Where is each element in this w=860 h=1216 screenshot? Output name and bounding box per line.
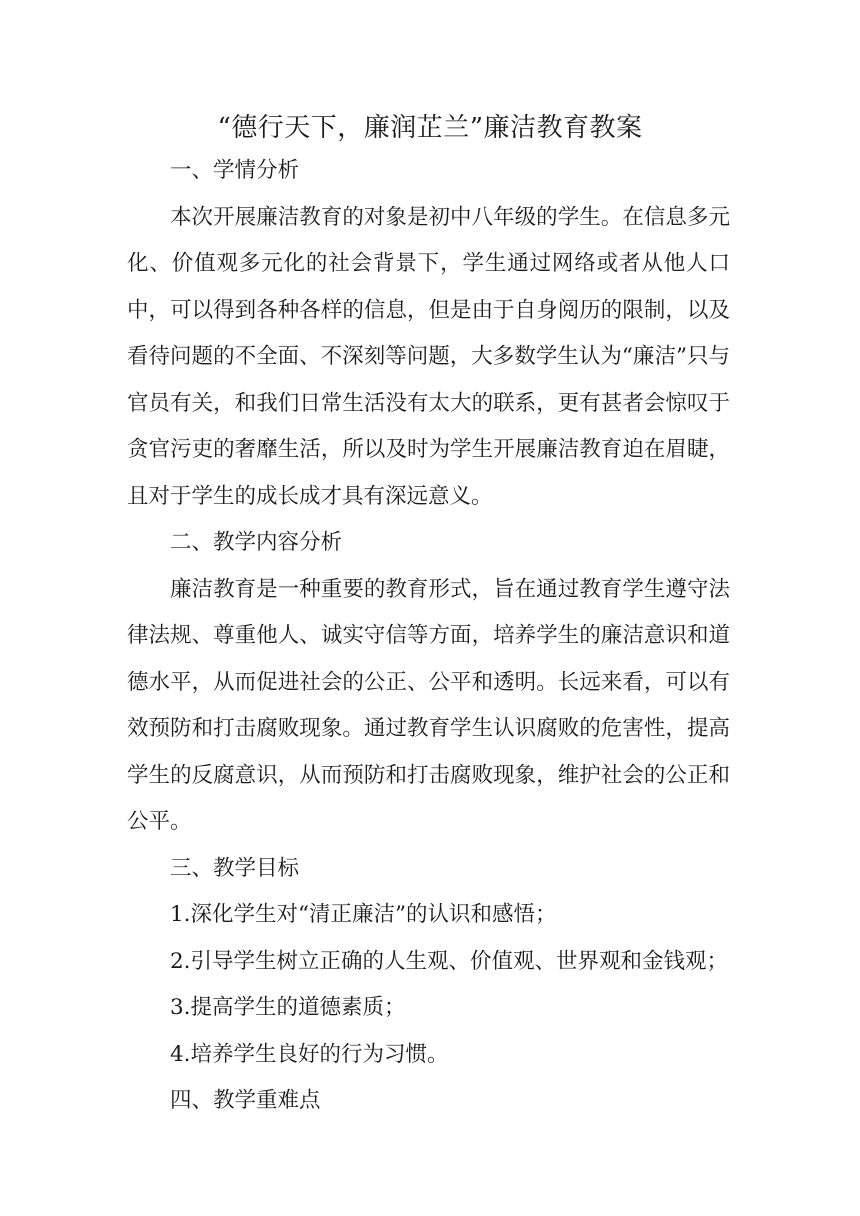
document-body [127,148,730,1125]
objective-item-3: 3.提高学生的道德素质； [170,995,406,1020]
objective-item-2: 2.引导学生树立正确的人生观、价值观、世界观和金钱观； [170,948,729,974]
objective-item-4: 4.培养学生良好的行为习惯。 [170,1041,449,1067]
section-heading-2: 二、教学内容分析 [170,530,343,555]
objective-item-1: 1.深化学生对“清正廉洁”的认识和感悟； [170,902,557,927]
section-paragraph-2: 廉洁教育是一种重要的教育形式，旨在通过教育学生遵守法律法规、尊重他人、诚实守信等方面，培养学生的廉洁意识和道德水平，从而促进社会的公正、公平和透明。长远来看，可以有效预防和打击腐败现象。通过教育学生认识腐败的危害性，提高学生的反腐意识，从而预防和打击腐败现象，维护社会的公正和公平。 [127,576,730,834]
section-heading-1: 一、学情分析 [170,158,300,183]
section-heading-4: 四、教学重难点 [170,1088,321,1113]
document-title: “德行天下，廉润芷兰”廉洁教育教案 [217,113,643,143]
section-paragraph-1: 本次开展廉洁教育的对象是初中八年级的学生。在信息多元化、价值观多元化的社会背景下，学生通过网络或者从他人口中，可以得到各种各样的信息，但是由于自身阅历的限制，以及看待问题的不全面、不深刻等问题，大多数学生认为“廉洁”只与官员有关，和我们日常生活没有太大的联系，更有甚者会惊叹于贪官污吏的奢靡生活，所以及时为学生开展廉洁教育迫在眉睫，且对于学生的成长成才具有深远意义。 [127,204,730,509]
section-heading-3: 三、教学目标 [170,855,300,881]
